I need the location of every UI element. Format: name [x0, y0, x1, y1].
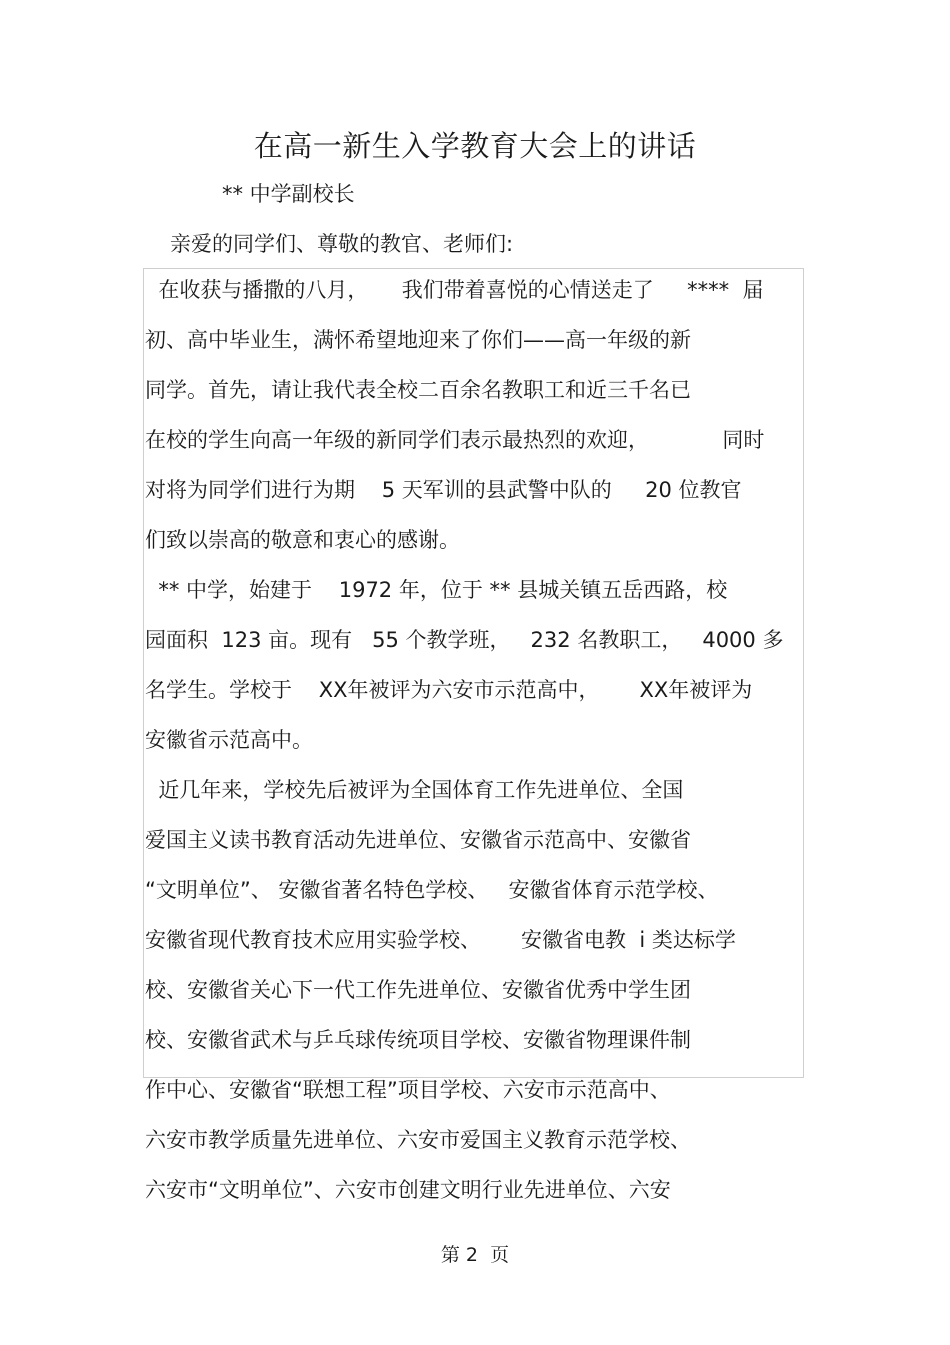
body-line-19: 六安市“文明单位”、六安市创建文明行业先进单位、六安: [145, 1178, 671, 1202]
body-line-6: 们致以崇高的敬意和衷心的感谢。: [145, 528, 460, 552]
body-line-13: “文明单位”、 安徽省著名特色学校、 安徽省体育示范学校、: [145, 878, 719, 902]
document-author: ** 中学副校长: [222, 182, 355, 206]
page-number: 第 2 页: [440, 1244, 510, 1266]
body-line-4: 在校的学生向高一年级的新同学们表示最热烈的欢迎， 同时: [145, 428, 765, 452]
body-line-9: 名学生。学校于 XX年被评为六安市示范高中， XX年被评为: [145, 678, 753, 702]
body-line-17: 作中心、安徽省“联想工程”项目学校、六安市示范高中、: [145, 1078, 671, 1102]
body-line-11: 近几年来，学校先后被评为全国体育工作先进单位、全国: [145, 778, 684, 802]
body-line-14: 安徽省现代教育技术应用实验学校、 安徽省电教 ⅰ 类达标学: [145, 928, 736, 952]
body-line-5: 对将为同学们进行为期 5 天军训的县武警中队的 20 位教官: [145, 478, 742, 502]
body-line-15: 校、安徽省关心下一代工作先进单位、安徽省优秀中学生团: [145, 978, 691, 1002]
body-line-2: 初、高中毕业生，满怀希望地迎来了你们——高一年级的新: [145, 328, 691, 352]
body-line-7: ** 中学，始建于 1972 年，位于 ** 县城关镇五岳西路，校: [145, 578, 728, 602]
body-line-12: 爱国主义读书教育活动先进单位、安徽省示范高中、安徽省: [145, 828, 691, 852]
body-line-10: 安徽省示范高中。: [145, 728, 313, 752]
body-line-8: 园面积 123 亩。现有 55 个教学班， 232 名教职工， 4000 多: [145, 628, 784, 652]
greeting-line: 亲爱的同学们、尊敬的教官、老师们:: [170, 232, 514, 256]
document-title: 在高一新生入学教育大会上的讲话: [253, 129, 697, 163]
body-line-1: 在收获与播撒的八月， 我们带着喜悦的心情送走了 **** 届: [145, 278, 764, 302]
body-line-18: 六安市教学质量先进单位、六安市爱国主义教育示范学校、: [145, 1128, 691, 1152]
body-line-3: 同学。首先，请让我代表全校二百余名教职工和近三千名已: [145, 378, 691, 402]
body-line-16: 校、安徽省武术与乒乓球传统项目学校、安徽省物理课件制: [145, 1028, 691, 1052]
